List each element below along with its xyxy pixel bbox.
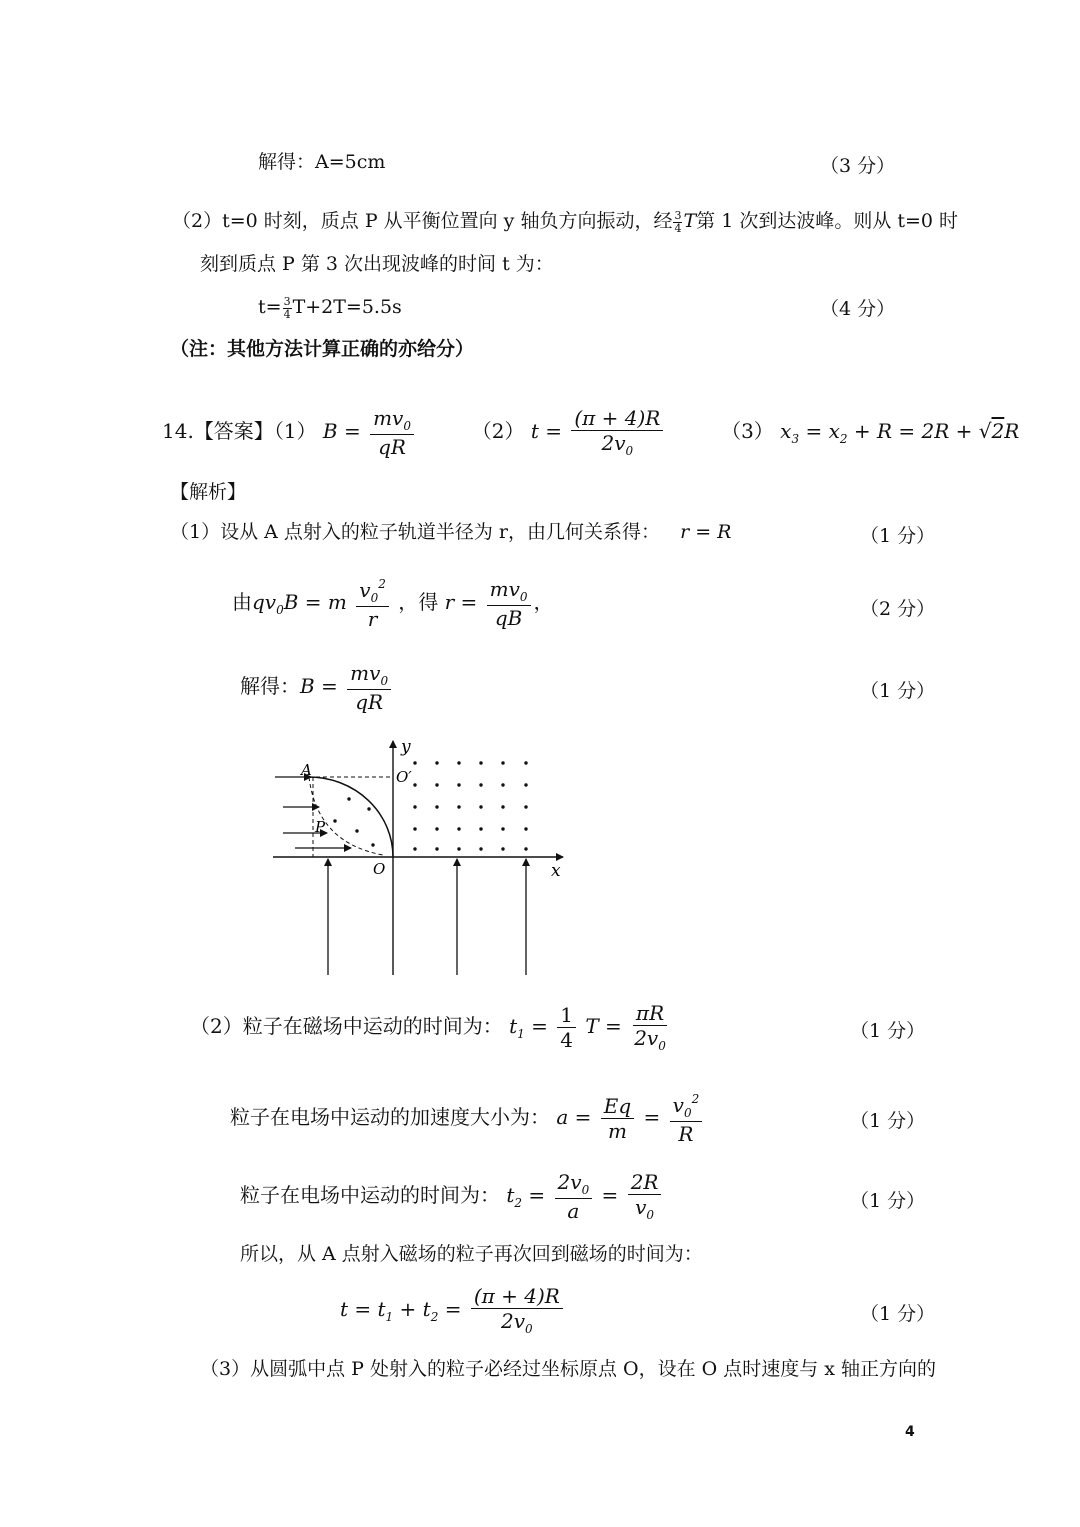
total-time-equation: $t = t_1 + t_2$ = $\frac{(\pi + 4)R}{2v_0}$ bbox=[340, 1286, 566, 1335]
field-dot bbox=[355, 829, 358, 832]
field-dot bbox=[457, 847, 460, 850]
fraction: $\frac{Eq}{m}$ bbox=[601, 1096, 634, 1141]
score-1e: （1 分） bbox=[850, 1190, 926, 1212]
field-dot bbox=[501, 805, 504, 808]
scoring-note: （注：其他方法计算正确的亦给分） bbox=[170, 338, 475, 360]
label-p: P bbox=[315, 818, 326, 836]
field-dot bbox=[435, 761, 438, 764]
field-dot bbox=[501, 761, 504, 764]
summary-line: 所以，从 A 点射入磁场的粒子再次回到磁场的时间为： bbox=[240, 1243, 703, 1265]
field-dot bbox=[479, 827, 482, 830]
t1-line: （2）粒子在磁场中运动的时间为： $t_1$ = $\frac{1}{4}$ T = $\frac{\pi R}{2v_0}$ bbox=[190, 1003, 672, 1052]
field-dot bbox=[457, 783, 460, 786]
label-y: y bbox=[401, 737, 411, 757]
score-1c: （1 分） bbox=[850, 1020, 926, 1042]
field-dot bbox=[413, 827, 416, 830]
field-dot bbox=[435, 827, 438, 830]
field-dot bbox=[479, 805, 482, 808]
score-2: （2 分） bbox=[860, 598, 936, 620]
fraction: $\frac{2v_0}{a}$ bbox=[555, 1172, 593, 1221]
field-dot bbox=[501, 827, 504, 830]
analysis-heading: 【解析】 bbox=[170, 481, 247, 503]
fraction: $\frac{(\pi + 4)R}{2v_0}$ bbox=[571, 408, 663, 457]
label-o-prime: O′ bbox=[396, 768, 412, 786]
field-dot bbox=[501, 783, 504, 786]
score-3: （3 分） bbox=[820, 155, 896, 177]
fraction: $\frac{mv_0}{qR}$ bbox=[347, 663, 391, 712]
fraction: $\frac{v_0^2}{R}$ bbox=[670, 1093, 703, 1144]
field-dot bbox=[333, 819, 336, 822]
score-1d: （1 分） bbox=[850, 1110, 926, 1132]
acceleration-line: 粒子在电场中运动的加速度大小为： a = $\frac{Eq}{m}$ = $\frac{v_0^2}{R}$ bbox=[230, 1093, 705, 1144]
field-dot bbox=[457, 805, 460, 808]
field-dot bbox=[435, 805, 438, 808]
field-dot bbox=[524, 783, 527, 786]
t2-line: 粒子在电场中运动的时间为： $t_2$ = $\frac{2v_0}{a}$ = $\frac{2R}{v_0}$ bbox=[240, 1172, 664, 1221]
field-dot bbox=[501, 847, 504, 850]
label-a: A bbox=[301, 761, 312, 779]
step1-line: （1）设从 A 点射入的粒子轨道半径为 r，由几何关系得： r = R bbox=[170, 521, 732, 543]
field-dot bbox=[479, 761, 482, 764]
fraction: $\frac{2R}{v_0}$ bbox=[628, 1172, 662, 1221]
field-dot bbox=[479, 847, 482, 850]
page-number: 4 bbox=[905, 1424, 915, 1440]
fraction: $\frac{mv_0}{qR}$ bbox=[370, 408, 414, 457]
fraction: $\frac{3}{4}$ bbox=[283, 295, 291, 321]
field-dot bbox=[413, 805, 416, 808]
field-dot bbox=[457, 827, 460, 830]
lorentz-equation: 由$qv_0B = m$ $\frac{v_0^2}{r}$ ，得 r = $\frac{mv_0}{qB}$ ， bbox=[232, 577, 554, 631]
fraction: $\frac{1}{4}$ bbox=[557, 1005, 576, 1050]
field-dot bbox=[435, 847, 438, 850]
fraction: $\frac{3}{4}$ bbox=[674, 209, 682, 235]
field-dot bbox=[524, 761, 527, 764]
field-dot bbox=[524, 847, 527, 850]
step3-line: （3）从圆弧中点 P 处射入的粒子必经过坐标原点 O，设在 O 点时速度与 x 轴正方向的 bbox=[200, 1358, 937, 1380]
dashed-trajectory bbox=[309, 777, 383, 855]
q13-part2-line1: （2）t=0 时刻，质点 P 从平衡位置向 y 轴负方向振动，经 $\frac{3}{4}$ T第 1 次到达波峰。则从 t=0 时 bbox=[172, 209, 959, 235]
field-dot bbox=[371, 843, 374, 846]
field-dot bbox=[413, 847, 416, 850]
field-diagram bbox=[265, 735, 575, 985]
fraction: $\frac{v_0^2}{r}$ bbox=[356, 578, 389, 629]
q13-part2-line2: 刻到质点 P 第 3 次出现波峰的时间 t 为： bbox=[200, 253, 554, 275]
fraction: $\frac{(\pi + 4)R}{2v_0}$ bbox=[471, 1286, 563, 1335]
score-1f: （1 分） bbox=[860, 1303, 936, 1325]
score-1a: （1 分） bbox=[860, 525, 936, 547]
fraction: $\frac{\pi R}{2v_0}$ bbox=[634, 1001, 666, 1053]
label-origin: O bbox=[373, 860, 386, 878]
field-dot bbox=[347, 797, 350, 800]
solve-a-line: 解得：A=5cm bbox=[258, 151, 386, 173]
field-dot bbox=[524, 805, 527, 808]
field-dot bbox=[367, 807, 370, 810]
t-equation: t= $\frac{3}{4}$ T+2T=5.5s bbox=[258, 295, 402, 321]
field-dot bbox=[435, 783, 438, 786]
fraction: $\frac{mv_0}{qB}$ bbox=[487, 579, 531, 628]
field-dot bbox=[413, 783, 416, 786]
field-dot bbox=[457, 761, 460, 764]
score-1b: （1 分） bbox=[860, 680, 936, 702]
q14-answer-line: 14.【答案】（1） B = $\frac{mv_0}{qR}$ （2） t = $\frac{(\pi + 4)R}{2v_0}$ （3） $x_3 = x_2 + R = 2R + √2R$ bbox=[162, 406, 1020, 459]
magnetic-field-dots bbox=[333, 761, 527, 850]
score-4: （4 分） bbox=[820, 298, 896, 320]
field-dot bbox=[413, 761, 416, 764]
field-dot bbox=[479, 783, 482, 786]
field-dot bbox=[524, 827, 527, 830]
solve-b-line: 解得：B = $\frac{mv_0}{qR}$ bbox=[240, 663, 394, 712]
label-x: x bbox=[551, 861, 561, 881]
